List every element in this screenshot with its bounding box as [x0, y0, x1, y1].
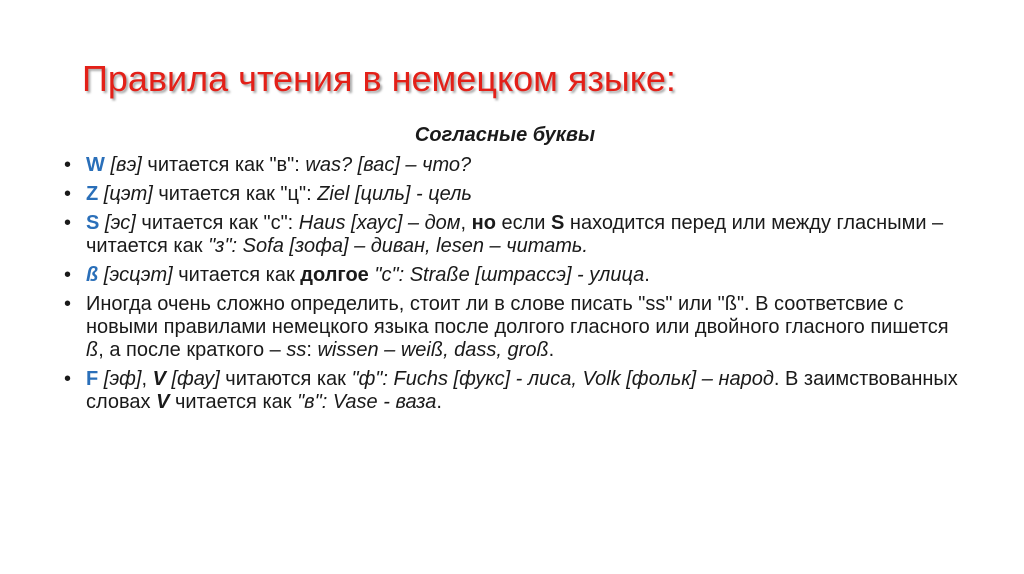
rule-f-v: [62, 368, 962, 414]
letter-name: [эф]: [103, 368, 142, 390]
period: .: [548, 339, 555, 361]
note-text: Иногда очень сложно определить, стоит ли в слове писать "ss" или "ß". В соответсвие с новыми правилами немецкого языка после долгого гласного или двойного гласного пишется: [86, 293, 949, 338]
example-text: Vase - ваза: [332, 391, 437, 413]
note-text: :: [306, 339, 318, 361]
letter-name: [вэ]: [110, 154, 142, 176]
rule-text: читается как "ц":: [152, 183, 318, 205]
rule-eszett: [62, 264, 962, 287]
rule-text: . В заимствованных словах: [86, 368, 958, 413]
long-word: долгое: [300, 264, 369, 286]
but-word: но: [471, 212, 496, 234]
rule-text: читается как "в":: [141, 154, 306, 176]
rule-text: читается как: [169, 391, 298, 413]
letter-f: F: [86, 368, 99, 390]
letter-name: [эс]: [104, 212, 136, 234]
quote-text: "з":: [208, 235, 243, 257]
rule-text: читается как: [172, 264, 301, 286]
note-text: , а после краткого –: [98, 339, 287, 361]
letter-name: [эсцэт]: [103, 264, 173, 286]
example-text: Straße [штрассэ] - улица: [409, 264, 645, 286]
letter-z: Z: [86, 183, 99, 205]
eszett-inline: ß: [86, 339, 99, 361]
quote-text: "ф":: [351, 368, 394, 390]
quote-text: "в":: [297, 391, 333, 413]
comma: ,: [141, 368, 153, 390]
example-text: Haus [хаус] – дом: [298, 212, 461, 234]
period: .: [436, 391, 442, 413]
letter-name: [цэт]: [103, 183, 153, 205]
rule-text: находится перед или между гласными – читается как: [86, 212, 944, 257]
example-text: was? [вас] – что?: [305, 154, 472, 176]
rule-z: [62, 183, 962, 206]
quote-text: "с":: [368, 264, 410, 286]
letter-s: S: [86, 212, 100, 234]
example-text: wissen – weiß, dass, groß: [317, 339, 549, 361]
rules-list: [62, 154, 962, 420]
letter-eszett: ß: [86, 264, 99, 286]
ss-inline: ss: [286, 339, 307, 361]
letter-v: V: [152, 368, 166, 390]
rule-ss-note: [62, 293, 962, 362]
example-text: Ziel [циль] - цель: [317, 183, 472, 205]
example-text: Sofa [зофа] – диван, lesen – читать.: [242, 235, 588, 257]
example-text: Fuchs [фукс] - лиса, Volk [фольк] – народ: [393, 368, 774, 390]
rule-s: [62, 212, 962, 258]
letter-s-inline: S: [551, 212, 565, 234]
comma: ,: [460, 212, 472, 234]
letter-w: W: [86, 154, 105, 176]
rule-text: читаются как: [219, 368, 352, 390]
section-subtitle: Согласные буквы: [414, 124, 596, 146]
rule-text: читается как "с":: [135, 212, 299, 234]
rule-text: если: [495, 212, 551, 234]
letter-name: [фау]: [171, 368, 220, 390]
period: .: [644, 264, 650, 286]
letter-v-inline: V: [156, 391, 170, 413]
rule-w: [62, 154, 962, 177]
slide-title: Правила чтения в немецком языке:: [82, 58, 676, 99]
